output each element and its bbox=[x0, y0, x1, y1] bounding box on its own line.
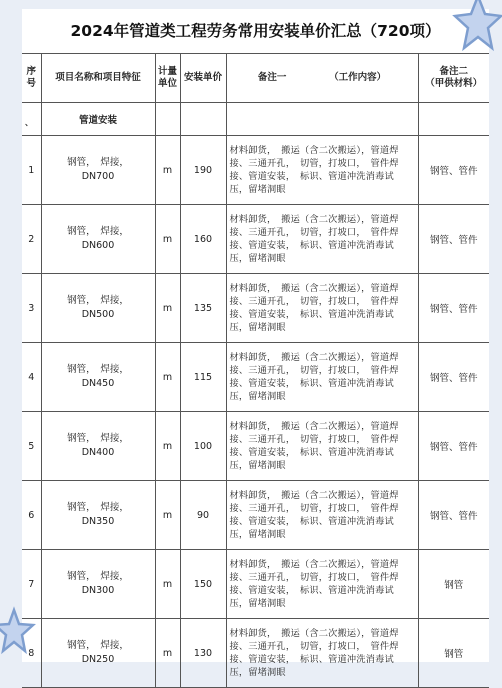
section-mark: 、 bbox=[22, 103, 41, 136]
work-content-line: 材料卸货， 搬运（含二次搬运），管道焊 bbox=[229, 628, 399, 639]
header-index: 序 号 bbox=[22, 54, 41, 103]
row-supplied-materials: 钢管 bbox=[418, 619, 489, 688]
row-unit: m bbox=[155, 343, 180, 412]
header-note1: 备注一 （工作内容） bbox=[226, 54, 418, 103]
table-row bbox=[22, 619, 489, 688]
work-content-line: 压，留堵洞眼 bbox=[229, 460, 286, 471]
row-index: 3 bbox=[22, 274, 41, 343]
row-supplied-materials: 钢管、管件 bbox=[418, 343, 489, 412]
item-name-line: 钢管， 焊接， bbox=[67, 571, 129, 582]
row-price: 135 bbox=[180, 274, 226, 343]
row-index: 2 bbox=[22, 205, 41, 274]
work-content-line: 材料卸货， 搬运（含二次搬运），管道焊 bbox=[229, 559, 399, 570]
section-row bbox=[22, 103, 489, 136]
row-work-content bbox=[226, 619, 418, 688]
row-supplied-materials: 钢管、管件 bbox=[418, 412, 489, 481]
section-name: 管道安装 bbox=[41, 103, 155, 136]
row-work-content bbox=[226, 481, 418, 550]
row-supplied-materials: 钢管 bbox=[418, 550, 489, 619]
work-content-line: 压，留堵洞眼 bbox=[229, 667, 286, 678]
document-sheet bbox=[22, 9, 489, 678]
work-content-line: 材料卸货， 搬运（含二次搬运），管道焊 bbox=[229, 352, 399, 363]
item-name-line: DN250 bbox=[81, 654, 115, 665]
row-unit: m bbox=[155, 205, 180, 274]
row-item-name bbox=[41, 274, 155, 343]
work-content-line: 接、管道安装， 标识、管道冲洗消毒试 bbox=[229, 516, 394, 527]
item-name-line: 钢管， 焊接， bbox=[67, 433, 129, 444]
work-content-line: 压，留堵洞眼 bbox=[229, 529, 286, 540]
work-content-line: 压，留堵洞眼 bbox=[229, 322, 286, 333]
row-index: 8 bbox=[22, 619, 41, 688]
item-name-line: DN400 bbox=[81, 447, 115, 458]
row-supplied-materials: 钢管、管件 bbox=[418, 481, 489, 550]
row-price: 160 bbox=[180, 205, 226, 274]
row-item-name bbox=[41, 481, 155, 550]
row-index: 7 bbox=[22, 550, 41, 619]
work-content-line: 接、管道安装， 标识、管道冲洗消毒试 bbox=[229, 447, 394, 458]
item-name-line: 钢管， 焊接， bbox=[67, 295, 129, 306]
row-unit: m bbox=[155, 550, 180, 619]
header-name: 项目名称和项目特征 bbox=[41, 54, 155, 103]
work-content-line: 接、管道安装， 标识、管道冲洗消毒试 bbox=[229, 171, 394, 182]
star-decoration-icon bbox=[454, 0, 502, 52]
work-content-line: 材料卸货， 搬运（含二次搬运），管道焊 bbox=[229, 283, 399, 294]
work-content-line: 接、管道安装， 标识、管道冲洗消毒试 bbox=[229, 240, 394, 251]
header-note2: 备注二 （甲供材料） bbox=[418, 54, 489, 103]
table-row bbox=[22, 412, 489, 481]
work-content-line: 压，留堵洞眼 bbox=[229, 253, 286, 264]
work-content-line: 压，留堵洞眼 bbox=[229, 184, 286, 195]
row-item-name bbox=[41, 619, 155, 688]
item-name-line: 钢管， 焊接， bbox=[67, 502, 129, 513]
table-row bbox=[22, 343, 489, 412]
row-item-name bbox=[41, 412, 155, 481]
item-name-line: 钢管， 焊接， bbox=[67, 640, 129, 651]
work-content-line: 接、三通开孔， 切管，打坡口， 管件焊 bbox=[229, 296, 399, 307]
work-content-line: 材料卸货， 搬运（含二次搬运），管道焊 bbox=[229, 145, 399, 156]
table-row bbox=[22, 550, 489, 619]
row-index: 4 bbox=[22, 343, 41, 412]
work-content-line: 接、三通开孔， 切管，打坡口， 管件焊 bbox=[229, 365, 399, 376]
table-header-row bbox=[22, 54, 489, 103]
row-item-name bbox=[41, 136, 155, 205]
work-content-line: 材料卸货， 搬运（含二次搬运），管道焊 bbox=[229, 490, 399, 501]
row-supplied-materials: 钢管、管件 bbox=[418, 136, 489, 205]
row-supplied-materials: 钢管、管件 bbox=[418, 205, 489, 274]
row-work-content bbox=[226, 343, 418, 412]
row-price: 100 bbox=[180, 412, 226, 481]
row-work-content bbox=[226, 550, 418, 619]
row-price: 115 bbox=[180, 343, 226, 412]
table-row bbox=[22, 481, 489, 550]
item-name-line: DN500 bbox=[81, 309, 115, 320]
row-unit: m bbox=[155, 274, 180, 343]
work-content-line: 接、三通开孔， 切管，打坡口， 管件焊 bbox=[229, 227, 399, 238]
work-content-line: 接、管道安装， 标识、管道冲洗消毒试 bbox=[229, 309, 394, 320]
price-table bbox=[22, 54, 489, 688]
work-content-line: 接、管道安装， 标识、管道冲洗消毒试 bbox=[229, 585, 394, 596]
item-name-line: DN700 bbox=[81, 171, 115, 182]
item-name-line: DN350 bbox=[81, 516, 115, 527]
table-row bbox=[22, 205, 489, 274]
row-index: 1 bbox=[22, 136, 41, 205]
star-decoration-icon bbox=[0, 608, 34, 654]
work-content-line: 接、管道安装， 标识、管道冲洗消毒试 bbox=[229, 654, 394, 665]
row-unit: m bbox=[155, 481, 180, 550]
item-name-line: 钢管， 焊接， bbox=[67, 364, 129, 375]
item-name-line: 钢管， 焊接， bbox=[67, 157, 129, 168]
row-supplied-materials: 钢管、管件 bbox=[418, 274, 489, 343]
item-name-line: 钢管， 焊接， bbox=[67, 226, 129, 237]
work-content-line: 材料卸货， 搬运（含二次搬运），管道焊 bbox=[229, 214, 399, 225]
table-row bbox=[22, 274, 489, 343]
row-index: 5 bbox=[22, 412, 41, 481]
row-unit: m bbox=[155, 619, 180, 688]
item-name-line: DN600 bbox=[81, 240, 115, 251]
row-price: 190 bbox=[180, 136, 226, 205]
work-content-line: 材料卸货， 搬运（含二次搬运），管道焊 bbox=[229, 421, 399, 432]
row-work-content bbox=[226, 205, 418, 274]
work-content-line: 接、三通开孔， 切管，打坡口， 管件焊 bbox=[229, 434, 399, 445]
table-row bbox=[22, 136, 489, 205]
item-name-line: DN300 bbox=[81, 585, 115, 596]
work-content-line: 压，留堵洞眼 bbox=[229, 598, 286, 609]
row-unit: m bbox=[155, 412, 180, 481]
work-content-line: 接、管道安装， 标识、管道冲洗消毒试 bbox=[229, 378, 394, 389]
row-item-name bbox=[41, 343, 155, 412]
row-price: 90 bbox=[180, 481, 226, 550]
row-item-name bbox=[41, 550, 155, 619]
row-work-content bbox=[226, 274, 418, 343]
row-unit: m bbox=[155, 136, 180, 205]
work-content-line: 接、三通开孔， 切管，打坡口， 管件焊 bbox=[229, 503, 399, 514]
work-content-line: 接、三通开孔， 切管，打坡口， 管件焊 bbox=[229, 158, 399, 169]
header-unit: 计量 单位 bbox=[155, 54, 180, 103]
work-content-line: 接、三通开孔， 切管，打坡口， 管件焊 bbox=[229, 572, 399, 583]
row-work-content bbox=[226, 412, 418, 481]
work-content-line: 接、三通开孔， 切管，打坡口， 管件焊 bbox=[229, 641, 399, 652]
row-work-content bbox=[226, 136, 418, 205]
work-content-line: 压，留堵洞眼 bbox=[229, 391, 286, 402]
row-price: 130 bbox=[180, 619, 226, 688]
row-index: 6 bbox=[22, 481, 41, 550]
document-title: 2024年管道类工程劳务常用安装单价汇总（720项） bbox=[22, 9, 489, 54]
row-price: 150 bbox=[180, 550, 226, 619]
header-price: 安装单价 bbox=[180, 54, 226, 103]
item-name-line: DN450 bbox=[81, 378, 115, 389]
row-item-name bbox=[41, 205, 155, 274]
